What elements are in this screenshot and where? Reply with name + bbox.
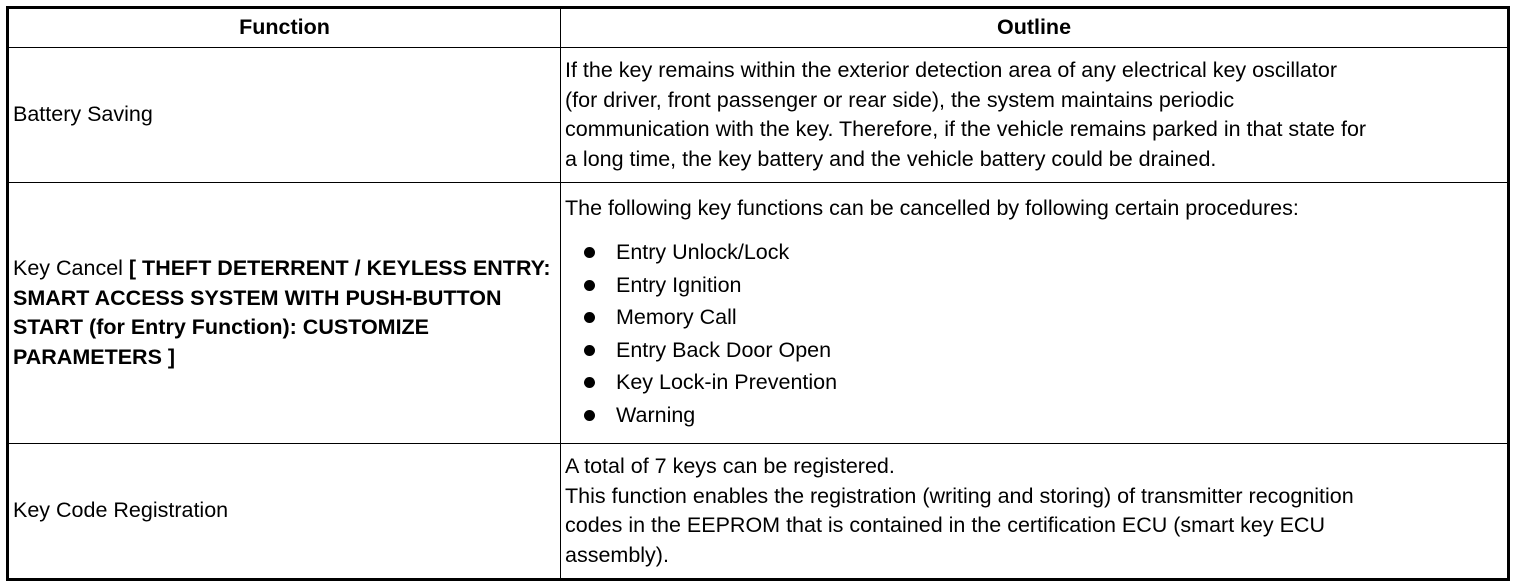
table-header-row <box>8 8 1509 48</box>
list-item <box>565 366 1503 399</box>
outline-line: If the key remains within the exterior detection area of any electrical key oscillator <box>565 58 1337 82</box>
list-item-label: Entry Back Door Open <box>616 337 832 362</box>
bullet-icon <box>584 247 595 258</box>
list-item <box>565 334 1503 367</box>
bullet-icon <box>584 345 595 356</box>
function-table <box>6 6 1510 581</box>
function-cell-key-cancel <box>8 183 561 444</box>
outline-line: This function enables the registration (writing and storing) of transmitter recognition <box>565 483 1354 508</box>
key-cancel-label: Key Cancel <box>13 256 129 280</box>
function-cell-battery-saving: Battery Saving <box>8 48 561 183</box>
key-function-list <box>565 236 1503 432</box>
table-row <box>8 48 1509 183</box>
outline-line: A total of 7 keys can be registered. <box>565 454 895 478</box>
bullet-icon <box>584 377 595 388</box>
list-item <box>565 269 1503 302</box>
bullet-icon <box>584 410 595 421</box>
bullet-icon <box>584 280 595 291</box>
list-item-label: Warning <box>616 402 696 427</box>
list-item <box>565 236 1503 269</box>
outline-line: (for driver, front passenger or rear side), the system maintains periodic <box>565 87 1235 112</box>
header-function: Function <box>8 8 561 48</box>
bullet-icon <box>584 312 595 323</box>
list-item <box>565 399 1503 432</box>
key-cancel-reference-link[interactable]: [ THEFT DETERRENT / KEYLESS ENTRY: SMART ACCESS SYSTEM WITH PUSH-BUTTON START (for Entry Function): CUSTOMIZE PARAMETERS ] <box>13 256 551 369</box>
outline-intro: The following key functions can be cancelled by following certain procedures: <box>565 196 1299 221</box>
table-row <box>8 444 1509 580</box>
outline-cell-key-code-registration <box>561 444 1509 580</box>
outline-line: assembly). <box>565 542 669 567</box>
outline-line: codes in the EEPROM that is contained in the certification ECU (smart key ECU <box>565 513 1325 537</box>
list-item-label: Memory Call <box>616 305 737 330</box>
list-item-label: Entry Ignition <box>616 272 742 297</box>
outline-line: a long time, the key battery and the vehicle battery could be drained. <box>565 146 1217 171</box>
list-item <box>565 301 1503 334</box>
function-cell-key-code-registration: Key Code Registration <box>8 444 561 580</box>
outline-cell-battery-saving <box>561 48 1509 183</box>
outline-line: communication with the key. Therefore, if the vehicle remains parked in that state for <box>565 117 1367 141</box>
list-item-label: Entry Unlock/Lock <box>616 239 790 264</box>
table-row <box>8 183 1509 444</box>
outline-cell-key-cancel <box>561 183 1509 444</box>
list-item-label: Key Lock-in Prevention <box>616 370 838 395</box>
header-outline: Outline <box>561 8 1509 48</box>
